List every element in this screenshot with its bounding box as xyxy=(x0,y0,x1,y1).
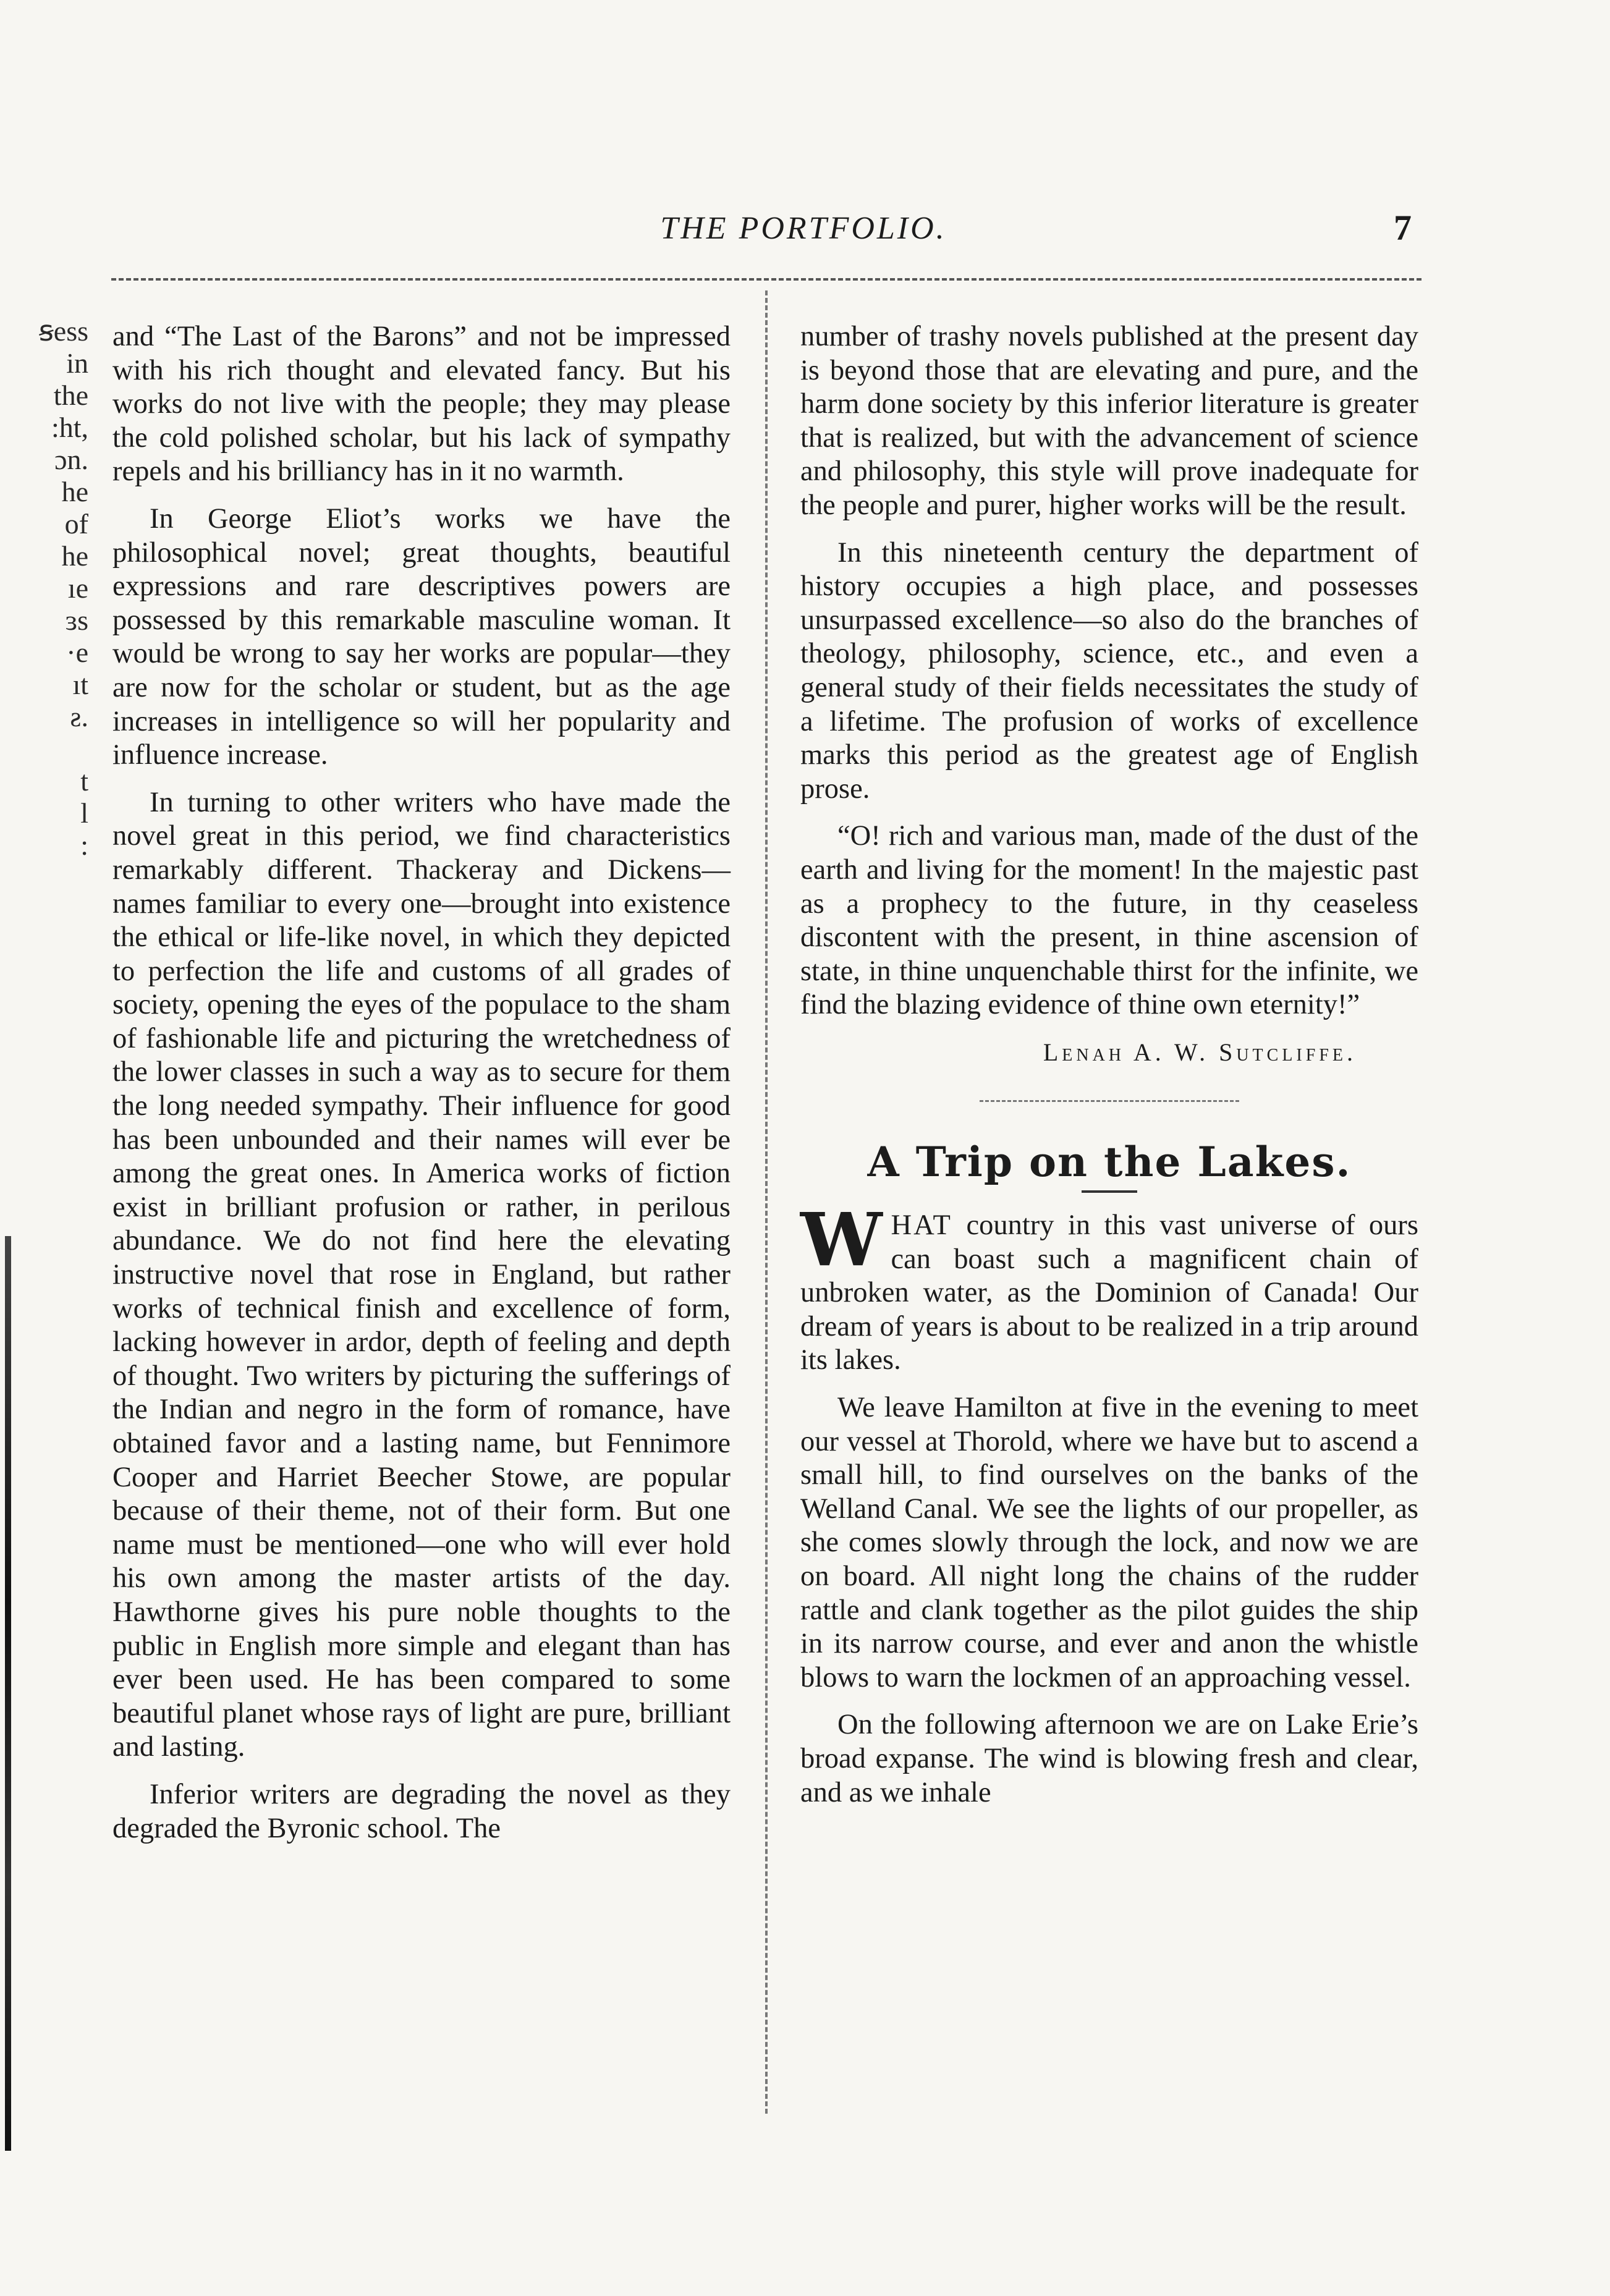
header-rule xyxy=(111,278,1421,281)
margin-fragment: : xyxy=(80,829,88,861)
article-lead-paragraph xyxy=(800,1197,1418,1378)
running-title: THE PORTFOLIO. xyxy=(660,211,947,246)
margin-fragment: he xyxy=(61,476,88,507)
paragraph: and “The Last of the Barons” and not be impressed with his rich thought and elevated fancy. But his works do not live with the people; they may please the cold polished scholar, but his lack of sympathy repels and his brilliancy has in it no warmth. xyxy=(112,321,731,488)
margin-fragment: in xyxy=(66,347,88,379)
section-separator xyxy=(980,1100,1239,1102)
margin-fragment: he xyxy=(61,540,88,572)
margin-fragment: of xyxy=(64,508,88,540)
margin-fragment: :ht, xyxy=(51,412,88,443)
margin-fragment: ıt xyxy=(72,669,88,700)
margin-fragment: ɜs xyxy=(65,604,88,636)
lead-small-caps: HAT xyxy=(891,1209,952,1242)
column-divider xyxy=(765,290,768,2114)
margin-fragment: l xyxy=(80,797,88,829)
paragraph: number of trashy novels published at the present day is beyond those that are elevating and pure, and the harm done society by this inferior literature is greater that is realized, but with the advancement of science and philosophy, this style will prove inadequate for the people and purer, higher works will be the result. xyxy=(800,321,1418,521)
margin-bleed-fragments xyxy=(30,315,88,862)
margin-fragment: t xyxy=(80,765,88,797)
margin-fragment: ƨ. xyxy=(70,701,88,732)
article-title: A Trip on the Lakes. xyxy=(867,1138,1352,1187)
binding-edge-shadow xyxy=(5,1236,11,2151)
author-signature: Lenah A. W. Sutcliffe. xyxy=(1043,1038,1357,1066)
left-column xyxy=(112,320,731,1859)
margin-fragment: the xyxy=(53,379,88,411)
margin-fragment: ɔn. xyxy=(54,444,88,475)
paragraph: On the following afternoon we are on Lake Erie’s broad expanse. The wind is blowing fresh and clear, and as we inhale xyxy=(800,1709,1418,1808)
paragraph: We leave Hamilton at five in the evening to meet our vessel at Thorold, where we have but to ascend a small hill, to find ourselves on the banks of the Welland Canal. We see the lights of our propeller, as she comes slowly through the lock, and now we are on board. All night long the chains of the rudder rattle and clank together as the pilot guides the ship in its narrow course, and ever and anon the whistle blows to warn the lockmen of an approaching vessel. xyxy=(800,1392,1418,1693)
right-column xyxy=(800,320,1418,1823)
margin-fragment xyxy=(30,733,88,765)
margin-fragment: ·e xyxy=(66,637,88,668)
quotation: “O! rich and various man, made of the dust of the earth and living for the moment! In the majestic past as a prophecy to the future, in thy ceaseless discontent with the present, in thine ascension of state, in thine unquenchable thirst for the infinite, we find the blazing evidence of thine own eternity!” xyxy=(800,820,1418,1021)
paragraph: In this nineteenth century the department of history occupies a high place, and possesses unsurpassed excellence—so also do the branches of theology, philosophy, science, etc., and even a general study of their fields necessitates the study of a lifetime. The profusion of works of excellence marks this period as the greatest age of English prose. xyxy=(800,536,1418,805)
lead-text: country in this vast universe of ours can boast such a magnificent chain of unbroken water, as the Dominion of Canada! Our dream of years is about to be realized in a trip around its lakes. xyxy=(800,1209,1418,1376)
title-rule xyxy=(1082,1190,1137,1193)
margin-fragment: ıe xyxy=(67,572,88,604)
paragraph: Inferior writers are degrading the novel as they degraded the Byronic school. The xyxy=(112,1778,731,1844)
paragraph: In George Eliot’s works we have the philosophical novel; great thoughts, beautiful expressions and rare descriptives powers are possessed by this remarkable masculine woman. It would be wrong to say her works are popular—they are now for the scholar or student, but as the age increases in intelligence so will her popularity and influence increase. xyxy=(112,502,731,771)
paragraph: In turning to other writers who have made the novel great in this period, we find characteristics remarkably different. Thackeray and Dickens—names familiar to every one—brought into existence the ethical or life-like novel, in which they depicted to perfection the life and customs of all grades of society, opening the eyes of the populace to the sham of fashionable life and picturing the wretchedness of the lower classes in such a way as to secure for them the long needed sympathy. Their influence for good has been unbounded and their names will ever be among the great ones. In America works of fiction exist in brilliant profusion or rather, in perilous abundance. We do not find here the elevating instructive novel that rose in England, but rather works of technical finish and excellence of form, lacking however in ardor, depth of feeling and depth of thought. Two writers by picturing the sufferings of the Indian and negro in the form of romance, have obtained favor and a lasting name, but Fennimore Cooper and Harriet Beecher Stowe, are popular because of their theme, not of their form. But one name must be mentioned—one who will ever hold his own among the master artists of the day. Hawthorne gives his pure noble thoughts to the public in English more simple and elegant than has ever been used. He has been compared to some beautiful planet whose rays of light are pure, brilliant and lasting. xyxy=(112,786,731,1763)
drop-cap: W xyxy=(800,1197,883,1283)
margin-fragment: ꞩess xyxy=(38,315,88,347)
page-number: 7 xyxy=(1394,208,1412,248)
